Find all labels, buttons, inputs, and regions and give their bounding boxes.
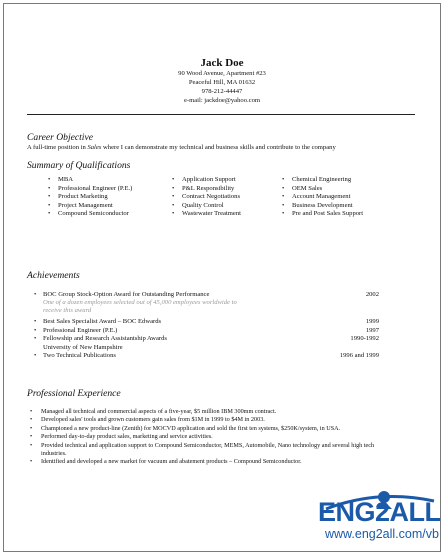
list-item: • Provided technical and application support to Compound Semiconductor, MEMS, Automobile, Nano technology and several high tech industries. bbox=[30, 442, 385, 459]
watermark-url: www.eng2all.com/vb bbox=[325, 527, 439, 541]
list-item: • Developed sales' tools and grown customers gain sales from $1M in 1999 to $4M in 2003. bbox=[30, 416, 385, 424]
list-item: • P&L Responsibility bbox=[182, 185, 284, 194]
resume-header bbox=[0, 57, 444, 105]
list-item: • Fellowship and Research Assistantship Awards 1990-1992 bbox=[34, 335, 379, 343]
list-item: • Chemical Engineering bbox=[292, 176, 412, 185]
list-item: • Performed day-to-day product sales, marketing and service activities. bbox=[30, 433, 385, 441]
list-item: • Project Management bbox=[58, 202, 170, 211]
list-item: • Pre and Post Sales Support bbox=[292, 210, 412, 219]
qualifications-list bbox=[58, 176, 418, 219]
address-line-2: Peaceful Hill, MA 01632 bbox=[188, 79, 256, 86]
list-item: • Championed a new product-line (Zenith) for MOCVD application and sold the first ten systems, $250K/system, in USA. bbox=[30, 425, 385, 433]
achievement-note-line-2: receive this award bbox=[43, 307, 92, 315]
list-item: • Contract Negotiations bbox=[182, 193, 284, 202]
list-item: • Product Marketing bbox=[58, 193, 170, 202]
career-objective-text: A full-time position in Sales where I can demonstrate my technical and business skills and contribute to the company bbox=[27, 144, 336, 151]
list-item: • OEM Sales bbox=[292, 185, 412, 194]
candidate-name: Jack Doe bbox=[200, 57, 244, 69]
list-item: • Account Management bbox=[292, 193, 412, 202]
qualifications-title: Summary of Qualifications bbox=[27, 160, 131, 171]
qualifications-column-1 bbox=[58, 176, 170, 219]
list-item: • Professional Engineer (P.E.) bbox=[58, 185, 170, 194]
watermark-word: ENG2ALL bbox=[318, 497, 441, 527]
address-line-1: 90 Wood Avenue, Apartment #23 bbox=[178, 70, 266, 77]
list-item: • Compound Semiconductor bbox=[58, 210, 170, 219]
email-address: e-mail: jackdoe@yahoo.com bbox=[183, 97, 260, 104]
list-item: • Application Support bbox=[182, 176, 284, 185]
qualifications-section bbox=[27, 160, 417, 171]
list-item: • Quality Control bbox=[182, 202, 284, 211]
achievements-section bbox=[27, 270, 417, 281]
list-item: • Best Sales Specialist Award – BOC Edwards 1999 bbox=[34, 318, 379, 326]
achievement-university: University of New Hampshire bbox=[43, 343, 123, 351]
experience-list bbox=[30, 408, 385, 467]
header-divider bbox=[27, 114, 415, 115]
list-item: • Two Technical Publications 1996 and 1999 bbox=[34, 352, 379, 360]
list-item: • Wastewater Treatment bbox=[182, 210, 284, 219]
achievements-title: Achievements bbox=[27, 270, 80, 281]
career-objective-section bbox=[27, 132, 417, 153]
list-item: • Business Development bbox=[292, 202, 412, 211]
achievement-note-line-1: One of a dozen employees selected out of 45,000 employees worldwide to bbox=[43, 299, 237, 307]
career-objective-title: Career Objective bbox=[27, 132, 93, 143]
list-item: • Managed all technical and commercial aspects of a five-year, $5 million IBM 300mm contract. bbox=[30, 408, 385, 416]
phone-number: 978-212-44447 bbox=[201, 88, 243, 95]
experience-title: Professional Experience bbox=[27, 388, 121, 399]
list-item: • Professional Engineer (P.E.) 1997 bbox=[34, 326, 379, 334]
list-item: • Identified and developed a new market for vacuum and abatement products – Compound Semiconductor. bbox=[30, 458, 385, 466]
eng2all-watermark bbox=[318, 487, 442, 551]
experience-section bbox=[27, 388, 417, 399]
qualifications-column-2 bbox=[182, 176, 284, 219]
qualifications-column-3 bbox=[292, 176, 412, 219]
list-item: • MBA bbox=[58, 176, 170, 185]
list-item: • BOC Group Stock-Option Award for Outstanding Performance 2002 bbox=[34, 291, 379, 298]
achievements-list bbox=[34, 291, 379, 360]
